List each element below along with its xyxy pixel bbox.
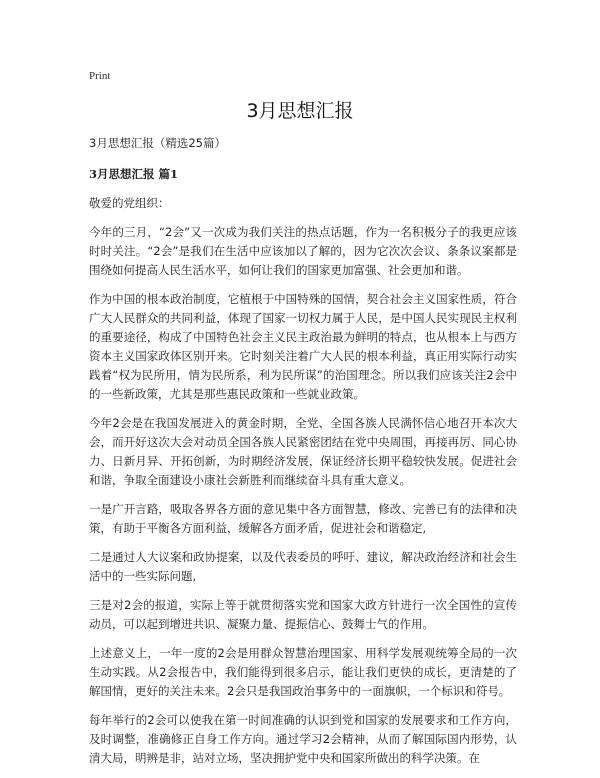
paragraph: 一是广开言路，吸取各界各方面的意见集中各方面智慧，修改、完善已有的法律和决策，有助于平衡各方面利益，缓解各方面矛盾，促进社会和谐稳定,	[89, 502, 517, 535]
paragraph: 二是通过人大议案和政协提案，以及代表委员的呼吁、建议，解决政治经济和社会生活中的一些实际问题,	[89, 550, 517, 583]
page-title: 3月思想汇报	[246, 100, 354, 122]
paragraph: 今年的三月，“2会”又一次成为我们关注的热点话题，作为一名积极分子的我更应该时时关注。“2会”是我们在生活中应该加以了解的，因为它次次会议、条条议案都是围绕如何提高人民生活水平，如何让我们的国家更加富强、社会更加和谐。	[89, 225, 517, 277]
document-body	[89, 134, 517, 778]
paragraph: 三是对2会的报道，实际上等于就贯彻落实党和国家大政方针进行一次全国性的宣传动员，可以起到增进共识、凝聚力量、提振信心、鼓舞士气的作用。	[89, 598, 517, 631]
paragraph: 每年举行的2会可以使我在第一时间准确的认识到党和国家的发展要求和工作方向，及时调整，准确修正自身工作方向。通过学习2会精神，从而了解国际国内形势，认清大局，明辨是非，站对立场，坚决拥护党中央和国家所做出的科学决策。在	[89, 713, 517, 765]
document-subtitle: 3月思想汇报（精选25篇）	[89, 136, 226, 150]
paragraph: 今年2会是在我国发展进入的黄金时期，全党、全国各族人民满怀信心地召开本次大会，而开好这次大会对动员全国各族人民紧密团结在党中央周围，再接再厉、同心协力、日新月异、开拓创新，为时期经济发展，保证经济长期平稳较快发展。促进社会和谐，争取全面建设小康社会新胜利而继续奋斗具有重大意义。	[89, 416, 517, 487]
print-link[interactable]: Print	[89, 70, 111, 82]
paragraph: 作为中国的根本政治制度，它植根于中国特殊的国情，契合社会主义国家性质，符合广大人民群众的共同利益，体现了国家一切权力属于人民，是中国人民实现民主权利的重要途径，构成了中国特色社会主义民主政治最为鲜明的特点，也从根本上与西方资本主义国家政体区别开来。它时刻关注着广大人民的根本利益，真正用实际行动实践着“权为民所用，情为民所系，利为民所谋”的治国理念。所以我们应该关注2会中的一些新政策，尤其是那些惠民政策和一些就业政策。	[89, 292, 517, 401]
salutation: 敬爱的党组织：	[89, 196, 170, 210]
paragraph: 上述意义上，一年一度的2会是用群众智慧治理国家、用科学发展观统筹全局的一次生动实践。从2会报告中，我们能得到很多启示，能让我们更快的成长，更清楚的了解国情，更好的关注未来。2会只是我国政治事务中的一面旗帜，一个标识和符号。	[89, 646, 517, 698]
section-heading: 3月思想汇报 篇1	[89, 167, 179, 181]
